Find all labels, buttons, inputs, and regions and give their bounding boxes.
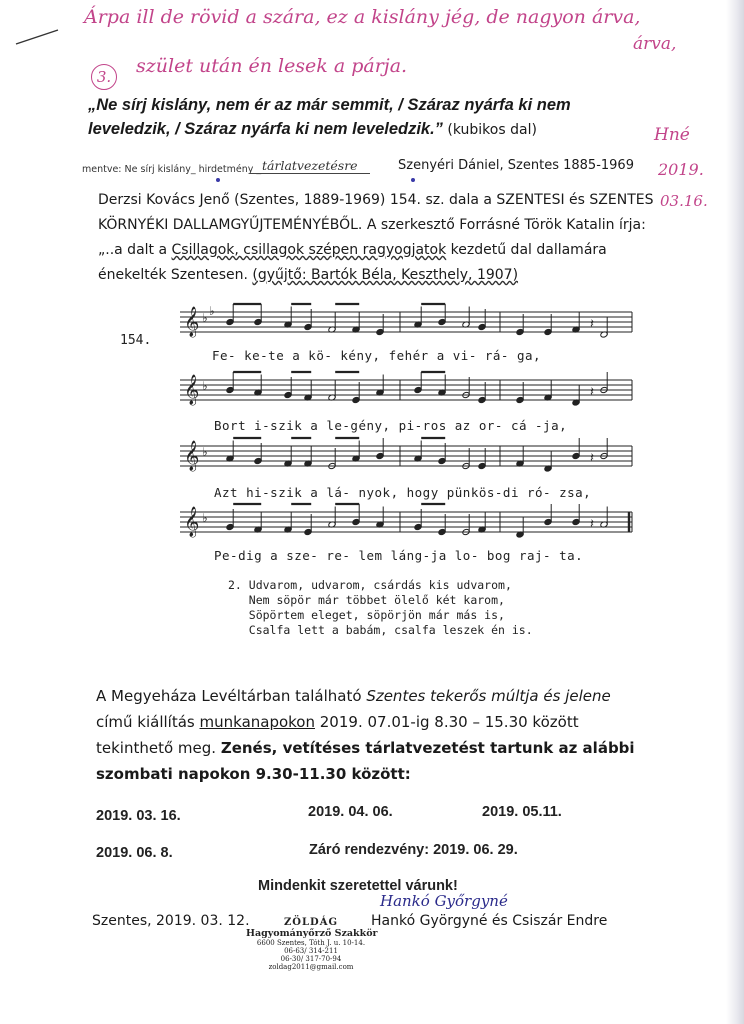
quote-line2: leveledzik, / Száraz nyárfa ki nem leveledzik.”	[88, 120, 443, 138]
handwritten-circled-number: 3.	[91, 64, 117, 90]
quote-line2-row	[88, 120, 537, 139]
paragraph-line3-end: kezdetű dal dallamára	[446, 242, 607, 258]
tour-date-2: 2019. 04. 06.	[308, 804, 393, 820]
tour-date-1: 2019. 03. 16.	[96, 808, 181, 824]
stamp-phone2: 06-30/ 317-70-94	[280, 955, 342, 963]
place-and-date: Szentes, 2019. 03. 12.	[92, 913, 250, 929]
stamp-subtitle: Hagyományőrző Szakkör	[246, 928, 378, 939]
verse-two	[228, 578, 533, 638]
verse-two-line4: Csalfa lett a babám, csalfa leszek én is.	[228, 623, 533, 637]
notice-line1-start: A Megyeháza Levéltárban található	[96, 687, 367, 705]
rest-sign-icon: 𝄽	[590, 517, 594, 532]
flat-sign-icon: ♭	[202, 445, 208, 459]
rest-sign-icon: 𝄽	[590, 317, 594, 332]
stamp-address: 6600 Szentes, Tóth J. u. 10-14.	[256, 939, 366, 947]
stamp-email: zoldag2011@gmail.com	[268, 963, 354, 971]
welcome-text: Mindenkit szeretettel várunk!	[258, 878, 458, 894]
song-title-reference: Csillagok, csillagok szépen ragyogjatok	[171, 242, 447, 258]
lyrics-line1: Fe- ke-te a kö- kény, fehér a vi- rá- ga,	[212, 348, 542, 363]
paragraph-line3-start: „..a dalt a	[98, 242, 172, 258]
filename-label: mentve: Ne sírj kislány_ hirdetmény _	[82, 164, 262, 175]
stamp-name: ZÖLDÁG	[283, 917, 338, 928]
score-number: 154.	[120, 333, 152, 348]
handwritten-side-day: 03.16.	[660, 192, 708, 210]
music-score	[180, 300, 640, 570]
paragraph-line4-start: énekelték Szentesen.	[98, 267, 253, 283]
treble-clef-icon: 𝄞	[184, 375, 200, 405]
verse-two-line1: 2. Udvarom, udvarom, csárdás kis udvarom,	[228, 578, 512, 592]
handwritten-side-year: 2019.	[658, 160, 704, 179]
notice-line2-end: 2019. 07.01-ig 8.30 – 15.30 között	[315, 713, 579, 731]
notice-line3	[96, 735, 635, 762]
pen-stroke-mark	[14, 26, 60, 48]
signature: Hankó Győrgyné	[380, 892, 508, 910]
page-edge-shadow	[726, 0, 744, 1024]
guided-tour-text: Zenés, vetítéses tárlatvezetést tartunk az alábbi	[220, 739, 635, 757]
handwritten-note-line1: Árpa ill de rövid a szára, ez a kislány jég, de nagyon árva,	[84, 6, 641, 28]
filename-handwritten: tárlatvezetésre	[262, 158, 358, 173]
tour-date-4: 2019. 06. 8.	[96, 845, 173, 861]
paragraph-line1: Derzsi Kovács Jenő (Szentes, 1889-1969) 154. sz. dala a SZENTESI és SZENTES	[98, 192, 654, 208]
notice-line2-start: című kiállítás	[96, 713, 200, 731]
handwritten-note-line2: szület után én lesek a párja.	[136, 55, 408, 77]
paragraph-line2: KÖRNYÉKI DALLAMGYŰJTEMÉNYÉBŐL. A szerkesztő Forrásné Török Katalin írja:	[98, 217, 646, 233]
notice-line2	[96, 709, 579, 736]
flat-sign-icon: ♭	[202, 311, 208, 325]
rest-sign-icon: 𝄽	[590, 385, 594, 400]
lyrics-line3: Azt hi-szik a lá- nyok, hogy pünkös-di ró- zsa,	[214, 485, 592, 500]
association-stamp	[246, 917, 376, 971]
tour-date-3: 2019. 05.11.	[482, 804, 562, 820]
workdays-text: munkanapokon	[199, 713, 315, 731]
signers: Hankó Györgyné és Csiszár Endre	[371, 913, 608, 929]
notice-line3-start: tekinthető meg.	[96, 739, 221, 757]
ink-dot	[216, 178, 220, 182]
treble-clef-icon: 𝄞	[184, 307, 200, 337]
lyrics-line2: Bort i-szik a le-gény, pi-ros az or- cá -ja,	[214, 418, 568, 433]
flat-sign-icon: ♭	[209, 304, 215, 318]
closing-event: Záró rendezvény: 2019. 06. 29.	[309, 842, 518, 858]
quote-line1: „Ne sírj kislány, nem ér az már semmit, / Száraz nyárfa ki nem	[88, 96, 571, 114]
paragraph-line3	[98, 242, 607, 258]
handwritten-note-arva: árva,	[633, 34, 677, 54]
treble-clef-icon: 𝄞	[184, 441, 200, 471]
flat-sign-icon: ♭	[202, 511, 208, 525]
verse-two-line3: Söpörtem eleget, söpörjön már más is,	[228, 608, 505, 622]
verse-two-line2: Nem söpör már többet ölelő két karom,	[228, 593, 505, 607]
notice-line1	[96, 683, 611, 710]
singer-credit: Szenyéri Dániel, Szentes 1885-1969	[398, 158, 634, 173]
lyrics-line4: Pe-dig a sze- re- lem láng-ja lo- bog raj- ta.	[214, 548, 584, 563]
filename-underline	[250, 173, 370, 174]
paragraph-line4	[98, 267, 518, 283]
notice-line4: szombati napokon 9.30-11.30 között:	[96, 765, 411, 783]
ink-dot	[411, 178, 415, 182]
rest-sign-icon: 𝄽	[590, 451, 594, 466]
handwritten-side-initials: Hné	[654, 125, 690, 145]
stamp-phone1: 06-63/ 314-211	[284, 947, 338, 955]
treble-clef-icon: 𝄞	[184, 507, 200, 537]
collector-reference: (gyűjtő: Bartók Béla, Keszthely, 1907)	[252, 267, 519, 283]
flat-sign-icon: ♭	[202, 379, 208, 393]
exhibition-title: Szentes tekerős múltja és jelene	[366, 687, 611, 705]
quote-tag: (kubikos dal)	[447, 122, 537, 138]
